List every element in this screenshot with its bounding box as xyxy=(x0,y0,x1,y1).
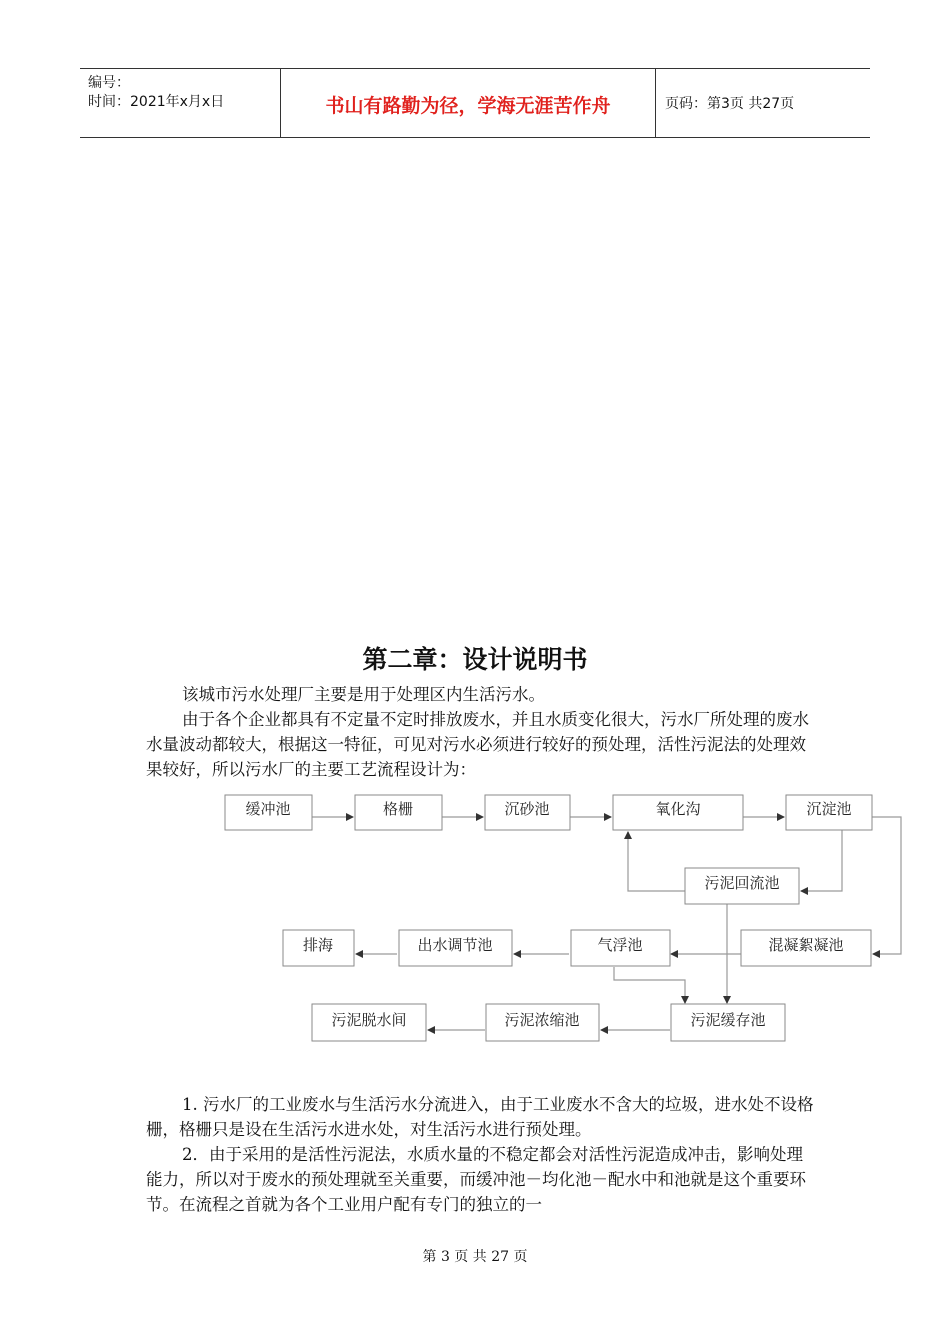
box-sedimentation-tank xyxy=(786,795,872,830)
box-grille xyxy=(355,795,442,830)
arrow-sediment-return xyxy=(801,830,842,891)
box-sludge-dewatering xyxy=(312,1004,426,1041)
box-sludge-return xyxy=(685,868,799,904)
box-sludge-storage xyxy=(671,1004,785,1041)
date-label: 时间：2021年x月x日 xyxy=(88,94,225,110)
box-outlet-regulating xyxy=(399,930,512,966)
flow-connectors xyxy=(312,817,901,1030)
box-sludge-thickening xyxy=(486,1004,599,1041)
chapter-title: 第二章：设计说明书 xyxy=(362,645,588,674)
motto: 书山有路勤为径，学海无涯苦作舟 xyxy=(325,95,611,117)
box-oxidation-ditch-label: 氧化沟 xyxy=(655,800,701,818)
box-grit-chamber xyxy=(485,795,570,830)
box-coagulation xyxy=(741,930,871,966)
page-footer: 第 3 页 共 27 页 xyxy=(422,1249,528,1265)
arrow-return-oxidation xyxy=(628,832,685,891)
box-air-flotation-label: 气浮池 xyxy=(597,936,643,954)
number-label: 编号： xyxy=(88,75,130,91)
box-coagulation-label: 混凝絮凝池 xyxy=(768,936,844,954)
box-sludge-thickening-label: 污泥浓缩池 xyxy=(504,1011,580,1029)
box-sedimentation-tank-label: 沉淀池 xyxy=(806,800,852,818)
box-sludge-dewatering-label: 污泥脱水间 xyxy=(331,1011,407,1029)
box-grille-label: 格栅 xyxy=(382,800,414,818)
box-discharge-label: 排海 xyxy=(302,936,334,954)
body-paragraph-1: 1. 污水厂的工业废水与生活污水分流进入，由于工业废水不含大的垃圾，进水处不设格栅，格栅只是设在生活污水进水处，对生活污水进行预处理。 xyxy=(146,1095,814,1139)
box-discharge xyxy=(283,930,354,966)
body-paragraph-2: 2．由于采用的是活性污泥法，水质水量的不稳定都会对活性污泥造成冲击，影响处理能力，所以对于废水的预处理就至关重要，而缓冲池－均化池－配水中和池就是这个重要环节。在流程之首就为各个工业用户配有专门的独立的一 xyxy=(146,1145,806,1214)
box-outlet-regulating-label: 出水调节池 xyxy=(417,936,493,954)
box-air-flotation xyxy=(571,930,670,966)
box-grit-chamber-label: 沉砂池 xyxy=(504,800,550,818)
arrow-sediment-coagulation xyxy=(872,817,901,954)
box-sludge-storage-label: 污泥缓存池 xyxy=(690,1011,766,1029)
intro-paragraph-1: 该城市污水处理厂主要是用于处理区内生活污水。 xyxy=(182,685,545,704)
intro-paragraph-2: 由于各个企业都具有不定量不定时排放废水，并且水质变化很大，污水厂所处理的废水水量波动都较大，根据这一特征，可见对污水必须进行较好的预处理，活性污泥法的处理效果较好，所以污水厂的主要工艺流程设计为： xyxy=(146,710,809,779)
box-buffer-pool-label: 缓冲池 xyxy=(245,800,291,818)
box-oxidation-ditch xyxy=(613,795,743,830)
box-sludge-return-label: 污泥回流池 xyxy=(704,874,780,892)
page-info: 页码：第3页 共27页 xyxy=(665,96,795,112)
body-text xyxy=(146,1092,816,1217)
box-buffer-pool xyxy=(225,795,312,830)
arrow-flotation-storage xyxy=(614,967,685,1003)
